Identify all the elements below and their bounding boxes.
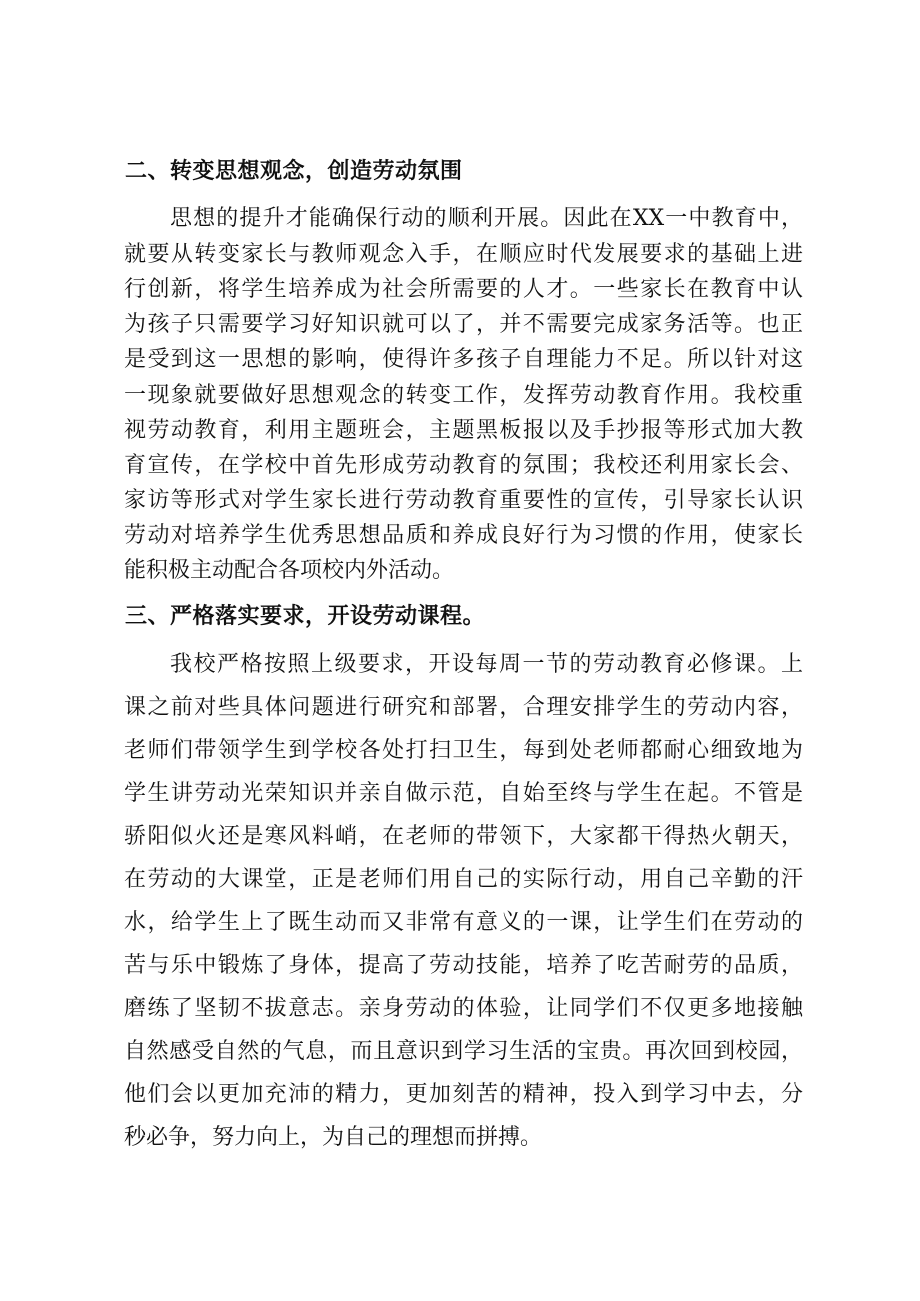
paragraph-line: 课之前对些具体问题进行研究和部署，合理安排学生的劳动内容，: [124, 695, 803, 720]
paragraph-line: 自然感受自然的气息，而且意识到学习生活的宝贵。再次回到校园，: [124, 1039, 803, 1064]
paragraph-line: 一现象就要做好思想观念的转变工作，发挥劳动教育作用。我校重: [124, 383, 803, 408]
paragraph-line: 行创新，将学生培养成为社会所需要的人才。一些家长在教育中认: [124, 277, 803, 302]
paragraph-line: 是受到这一思想的影响，使得许多孩子自理能力不足。所以针对这: [124, 347, 803, 372]
paragraph-line: 视劳动教育，利用主题班会，主题黑板报以及手抄报等形式加大教: [124, 418, 803, 443]
paragraph-line: 水，给学生上了既生动而又非常有意义的一课，让学生们在劳动的: [124, 910, 803, 935]
paragraph-line: 他们会以更加充沛的精力，更加刻苦的精神，投入到学习中去，分: [124, 1082, 803, 1107]
paragraph-line: 家访等形式对学生家长进行劳动教育重要性的宣传，引导家长认识: [124, 488, 803, 513]
paragraph-line: 在劳动的大课堂，正是老师们用自己的实际行动，用自己辛勤的汗: [124, 867, 803, 892]
paragraph-line: 骄阳似火还是寒风料峭，在老师的带领下，大家都干得热火朝天，: [124, 824, 803, 849]
paragraph-line: 能积极主动配合各项校内外活动。: [124, 558, 455, 583]
paragraph-line: 我校严格按照上级要求，开设每周一节的劳动教育必修课。上: [170, 652, 803, 677]
paragraph-line: 就要从转变家长与教师观念入手，在顺应时代发展要求的基础上进: [124, 242, 803, 267]
paragraph-line: 老师们带领学生到学校各处打扫卫生，每到处老师都耐心细致地为: [124, 738, 803, 763]
paragraph-line: 学生讲劳动光荣知识并亲自做示范，自始至终与学生在起。不管是: [124, 781, 803, 806]
section-3-heading: 三、严格落实要求，开设劳动课程。: [125, 604, 486, 629]
paragraph-line: 磨练了坚韧不拔意志。亲身劳动的体验，让同学们不仅更多地接触: [124, 996, 803, 1021]
paragraph-line: 苦与乐中锻炼了身体，提高了劳动技能，培养了吃苦耐劳的品质，: [124, 953, 803, 978]
paragraph-line: 育宣传，在学校中首先形成劳动教育的氛围；我校还利用家长会、: [124, 453, 803, 478]
section-2-heading: 二、转变思想观念，创造劳动氛围: [125, 159, 463, 184]
paragraph-line: 秒必争，努力向上，为自己的理想而拼搏。: [124, 1125, 543, 1150]
paragraph-line: 为孩子只需要学习好知识就可以了，并不需要完成家务活等。也正: [124, 312, 803, 337]
paragraph-line: 劳动对培养学生优秀思想品质和养成良好行为习惯的作用，使家长: [124, 523, 803, 548]
paragraph-line: 思想的提升才能确保行动的顺利开展。因此在XX一中教育中，: [170, 206, 803, 231]
